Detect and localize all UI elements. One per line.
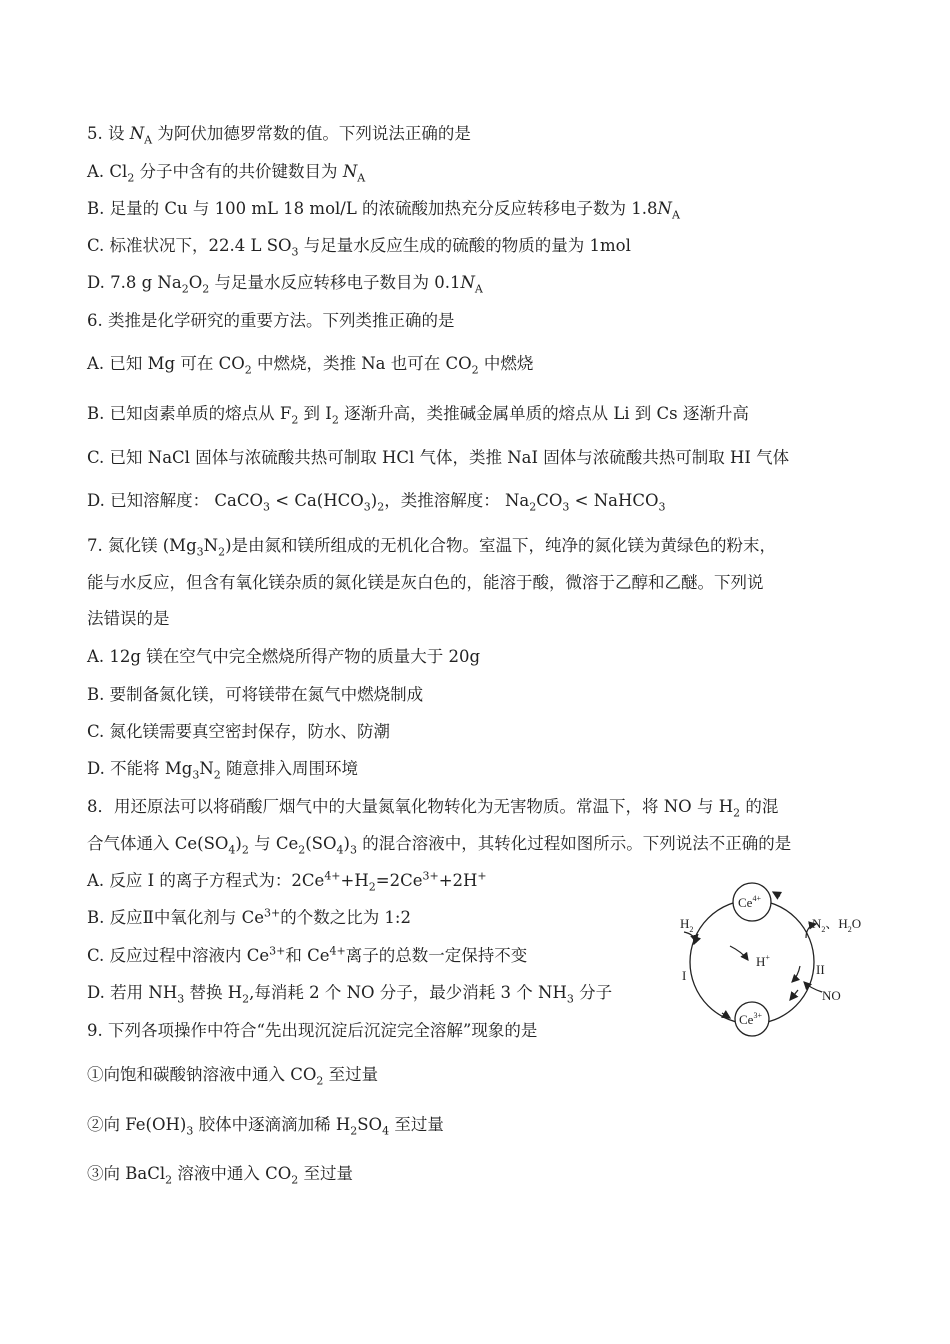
q8-option-c: C. 反应过程中溶液内 $Ce^{3+}$和 $Ce^{4+}$离子的总数一定保持不变	[87, 944, 528, 965]
q6-option-a: A. 已知 Mg 可在 $CO_2$ 中燃烧，类推 Na 也可在 $CO_2$ 中燃烧	[87, 354, 534, 377]
h2-label: $H_2$	[680, 916, 694, 934]
q7-stem-line3: 法错误的是	[87, 609, 170, 628]
q9-item-1: ①向饱和碳酸钠溶液中通入 $CO_2$ 至过量	[87, 1065, 379, 1088]
hplus-out-arrow	[792, 966, 800, 982]
reaction-cycle-diagram	[650, 878, 890, 1038]
q8-option-d: D. 若用 $NH_3$ 替换 $H_2$,每消耗 2 个 NO 分子，最少消耗 3 个 $NH_3$ 分子	[87, 983, 613, 1006]
q7-stem-line2: 能与水反应，但含有氧化镁杂质的氮化镁是灰白色的，能溶于酸，微溶于乙醇和乙醚。下列说	[87, 573, 764, 592]
q9-item-2: ②向 $Fe(OH)_3$ 胶体中逐滴滴加稀 $H_2SO_4$ 至过量	[87, 1115, 444, 1138]
reaction-i-label: I	[682, 968, 687, 983]
no-label: NO	[822, 988, 841, 1003]
cycle-arrow-top	[773, 892, 780, 896]
reaction-ii-label: II	[816, 962, 825, 977]
q6-stem: 6. 类推是化学研究的重要方法。下列类推正确的是	[87, 311, 455, 330]
hplus-in-arrow	[730, 946, 748, 960]
q8-stem-line2: 合气体通入 $Ce(SO_4)_2$ 与 $Ce_2(SO_4)_3$ 的混合溶液中，其转化过程如图所示。下列说法不正确的是	[87, 834, 792, 857]
q5-option-d: D. 7.8 g $Na_2O_2$ 与足量水反应转移电子数目为 $0.1N_A$	[87, 273, 483, 296]
ce4-label: $Ce^{4+}$	[738, 894, 761, 910]
q7-option-d: D. 不能将 $Mg_3N_2$ 随意排入周围环境	[87, 759, 359, 782]
q6-option-b: B. 已知卤素单质的熔点从 $F_2$ 到 $I_2$ 逐渐升高，类推碱金属单质的熔点从 Li 到 Cs 逐渐升高	[87, 404, 749, 427]
q8-stem-line1: 8．用还原法可以将硝酸厂烟气中的大量氮氧化物转化为无害物质。常温下，将 NO 与 $H_2$ 的混	[87, 797, 779, 820]
ce3-label: $Ce^{3+}$	[739, 1011, 762, 1027]
q8-option-a: A. 反应 I 的离子方程式为：$2Ce^{4+}+H_2=2Ce^{3+}+2H^+$	[87, 869, 487, 894]
q5-stem: 5. 设 $N_A$ 为阿伏加德罗常数的值。下列说法正确的是	[87, 124, 471, 147]
q5-option-b: B. 足量的 Cu 与 100 mL 18 mol/L 的浓硫酸加热充分反应转移电子数为 $1.8N_A$	[87, 199, 680, 222]
q5-option-c: C. 标准状况下，22.4 L $SO_3$ 与足量水反应生成的硫酸的物质的量为 1mol	[87, 236, 631, 259]
q6-option-d: D. 已知溶解度： CaCO$_3$ < $Ca(HCO_3)_2$，类推溶解度： $Na_2CO_3$ < NaHCO$_3$	[87, 491, 666, 514]
hplus-label: H+	[756, 953, 770, 969]
q5-option-a: A. $Cl_2$ 分子中含有的共价键数目为 $N_A$	[87, 162, 366, 185]
q9-item-3: ③向 BaCl$_2$ 溶液中通入 $CO_2$ 至过量	[87, 1164, 354, 1187]
q7-option-c: C. 氮化镁需要真空密封保存，防水、防潮	[87, 722, 391, 741]
q9-stem: 9. 下列各项操作中符合“先出现沉淀后沉淀完全溶解”现象的是	[87, 1021, 538, 1040]
products-label: $N_2$、$H_2O$	[812, 916, 862, 934]
cycle-arrow-right	[790, 990, 798, 1000]
q6-option-c: C. 已知 NaCl 固体与浓硫酸共热可制取 HCl 气体，类推 NaI 固体与浓硫酸共热可制取 HI 气体	[87, 448, 790, 467]
q7-stem-line1: 7. 氮化镁 $(Mg_3N_2)$是由氮和镁所组成的无机化合物。室温下，纯净的氮化镁为黄绿色的粉末，	[87, 536, 777, 559]
q7-option-b: B. 要制备氮化镁，可将镁带在氮气中燃烧制成	[87, 685, 424, 704]
q7-option-a: A. 12g 镁在空气中完全燃烧所得产物的质量大于 20g	[87, 647, 481, 666]
q8-option-b: B. 反应Ⅱ中氧化剂与 $Ce^{3+}$的个数之比为 1:2	[87, 906, 411, 927]
